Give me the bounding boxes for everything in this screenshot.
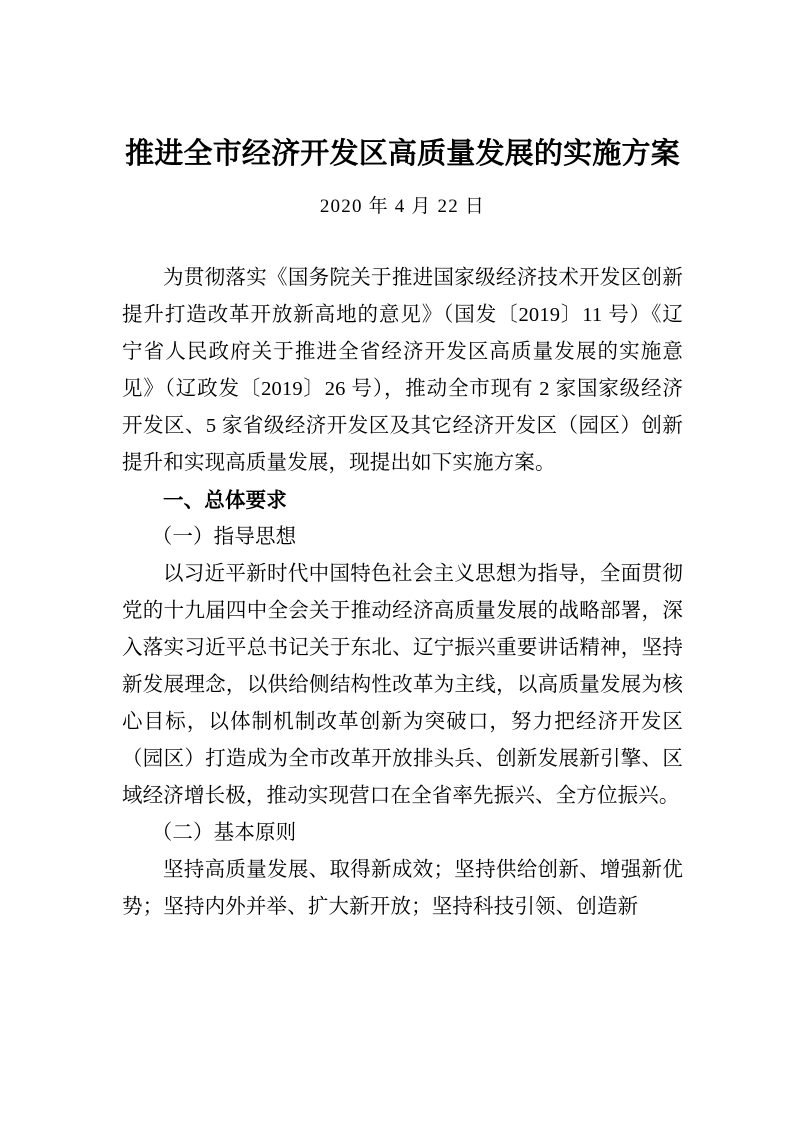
document-date: 2020 年 4 月 22 日 [319, 196, 486, 217]
document-title: 推进全市经济开发区高质量发展的实施方案 [125, 138, 680, 170]
subsection-heading-basic-principles: （二）基本原则 [151, 822, 297, 844]
document-body [122, 222, 683, 926]
subsection-body-basic-principles: 坚持高质量发展、取得新成效；坚持供给创新、增强新优势；坚持内外并举、扩大新开放；坚持科技引领、创造新 [122, 859, 683, 918]
subsection-body-guiding-ideology: 以习近平新时代中国特色社会主义思想为指导，全面贯彻党的十九届四中全会关于推动经济高质量发展的战略部署，深入落实习近平总书记关于东北、辽宁振兴重要讲话精神，坚持新发展理念，以供给侧结构性改革为主线，以高质量发展为核心目标，以体制机制改革创新为突破口，努力把经济开发区（园区）打造成为全市改革开放排头兵、创新发展新引擎、区域经济增长极，推动实现营口在全省率先振兴、全方位振兴。 [122, 563, 683, 807]
subsection-heading-guiding-ideology: （一）指导思想 [151, 526, 297, 548]
document-content-column [122, 0, 683, 926]
section-heading-overall-requirements: 一、总体要求 [163, 489, 287, 512]
preamble-paragraph: 为贯彻落实《国务院关于推进国家级经济技术开发区创新提升打造改革开放新高地的意见》（国发〔2019〕11 号）《辽宁省人民政府关于推进全省经济开发区高质量发展的实施意见》（辽政发〔2019〕26 号），推动全市现有 2 家国家级经济开发区、5 家省级经济开发区及其它经济开发区（园区）创新提升和实现高质量发展，现提出如下实施方案。 [122, 267, 683, 474]
